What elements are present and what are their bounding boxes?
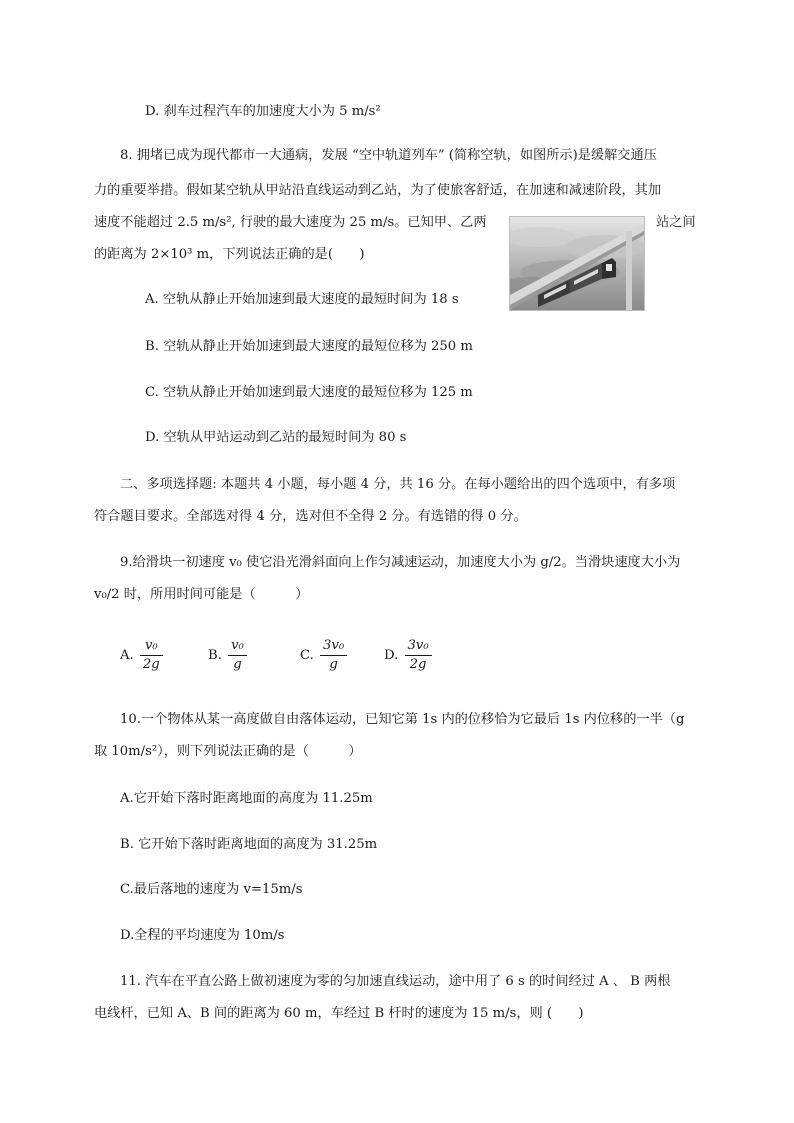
q9-option-c-numerator: 3v₀	[320, 638, 347, 656]
q9-option-b-fraction	[228, 638, 247, 673]
q9-option-d-fraction	[405, 638, 432, 673]
q9-option-a-denominator: 2g	[142, 657, 160, 672]
q11-stem-line-1: 11. 汽车在平直公路上做初速度为零的匀加速直线运动，途中用了 6 s 的时间经过 A 、 B 两根	[120, 974, 671, 989]
section-2-heading-line-2: 符合题目要求。全部选对得 4 分，选对但不全得 2 分。有选错的得 0 分。	[94, 509, 527, 524]
q9-option-d-denominator: 2g	[409, 657, 427, 672]
q8-stem-line-4: 的距离为 2×10³ m，下列说法正确的是( )	[94, 247, 365, 262]
q9-option-d-label: D.	[384, 648, 399, 663]
q9-option-b-numerator: v₀	[228, 638, 247, 656]
q9-option-a-label: A.	[120, 648, 134, 663]
q10-option-a: A.它开始下落时距离地面的高度为 11.25m	[120, 791, 373, 806]
q9-option-c	[300, 638, 347, 673]
q9-option-a-fraction	[140, 638, 163, 673]
q8-stem-line-3a: 速度不能超过 2.5 m/s², 行驶的最大速度为 25 m/s。已知甲、乙两	[94, 215, 487, 230]
q9-stem-line-1: 9.给滑块一初速度 v₀ 使它沿光滑斜面向上作匀减速运动，加速度大小为 g/2。当滑块速度大小为	[120, 555, 681, 570]
q9-option-b	[208, 638, 247, 673]
section-2-heading-line-1: 二、多项选择题: 本题共 4 小题，每小题 4 分，共 16 分。在每小题给出的四个选项中，有多项	[120, 477, 676, 492]
q9-option-c-denominator: g	[329, 657, 338, 672]
q8-option-a: A. 空轨从静止开始加速到最大速度的最短时间为 18 s	[145, 292, 459, 307]
q10-stem-line-2: 取 10m/s²），则下列说法正确的是（ ）	[94, 744, 362, 759]
q7-option-d: D. 刹车过程汽车的加速度大小为 5 m/s²	[145, 104, 381, 119]
q10-option-c: C.最后落地的速度为 v=15m/s	[120, 882, 303, 897]
q8-stem-line-2: 力的重要举措。假如某空轨从甲站沿直线运动到乙站，为了使旅客舒适，在加速和减速阶段，其加	[94, 183, 662, 198]
q9-option-c-label: C.	[300, 648, 314, 663]
q8-stem-line-1: 8. 拥堵已成为现代都市一大通病，发展 “空中轨道列车” (简称空轨，如图所示)是缓解交通压	[120, 148, 657, 163]
q9-option-c-fraction	[320, 638, 347, 673]
q10-stem-line-1: 10.一个物体从某一高度做自由落体运动，已知它第 1s 内的位移恰为它最后 1s 内位移的一半（g	[120, 712, 685, 727]
q9-option-b-denominator: g	[233, 657, 242, 672]
q9-option-d	[384, 638, 432, 673]
q9-stem-line-2: v₀/2 时，所用时间可能是（ ）	[94, 587, 309, 602]
q8-stem-line-3b: 站之间	[656, 215, 696, 230]
q8-option-d: D. 空轨从甲站运动到乙站的最短时间为 80 s	[145, 430, 407, 445]
q10-option-d: D.全程的平均速度为 10m/s	[120, 928, 285, 943]
monorail-photo	[509, 216, 645, 311]
q9-option-d-numerator: 3v₀	[405, 638, 432, 656]
q9-option-a	[120, 638, 163, 673]
monorail-image-graphic	[510, 217, 644, 310]
q11-stem-line-2: 电线杆，已知 A、B 间的距离为 60 m，车经过 B 杆时的速度为 15 m/s，则 ( )	[94, 1006, 584, 1021]
q8-option-b: B. 空轨从静止开始加速到最大速度的最短位移为 250 m	[145, 339, 473, 354]
q9-option-b-label: B.	[208, 648, 222, 663]
q10-option-b: B. 它开始下落时距离地面的高度为 31.25m	[120, 837, 378, 852]
q9-option-a-numerator: v₀	[140, 638, 163, 656]
q8-option-c: C. 空轨从静止开始加速到最大速度的最短位移为 125 m	[145, 385, 473, 400]
